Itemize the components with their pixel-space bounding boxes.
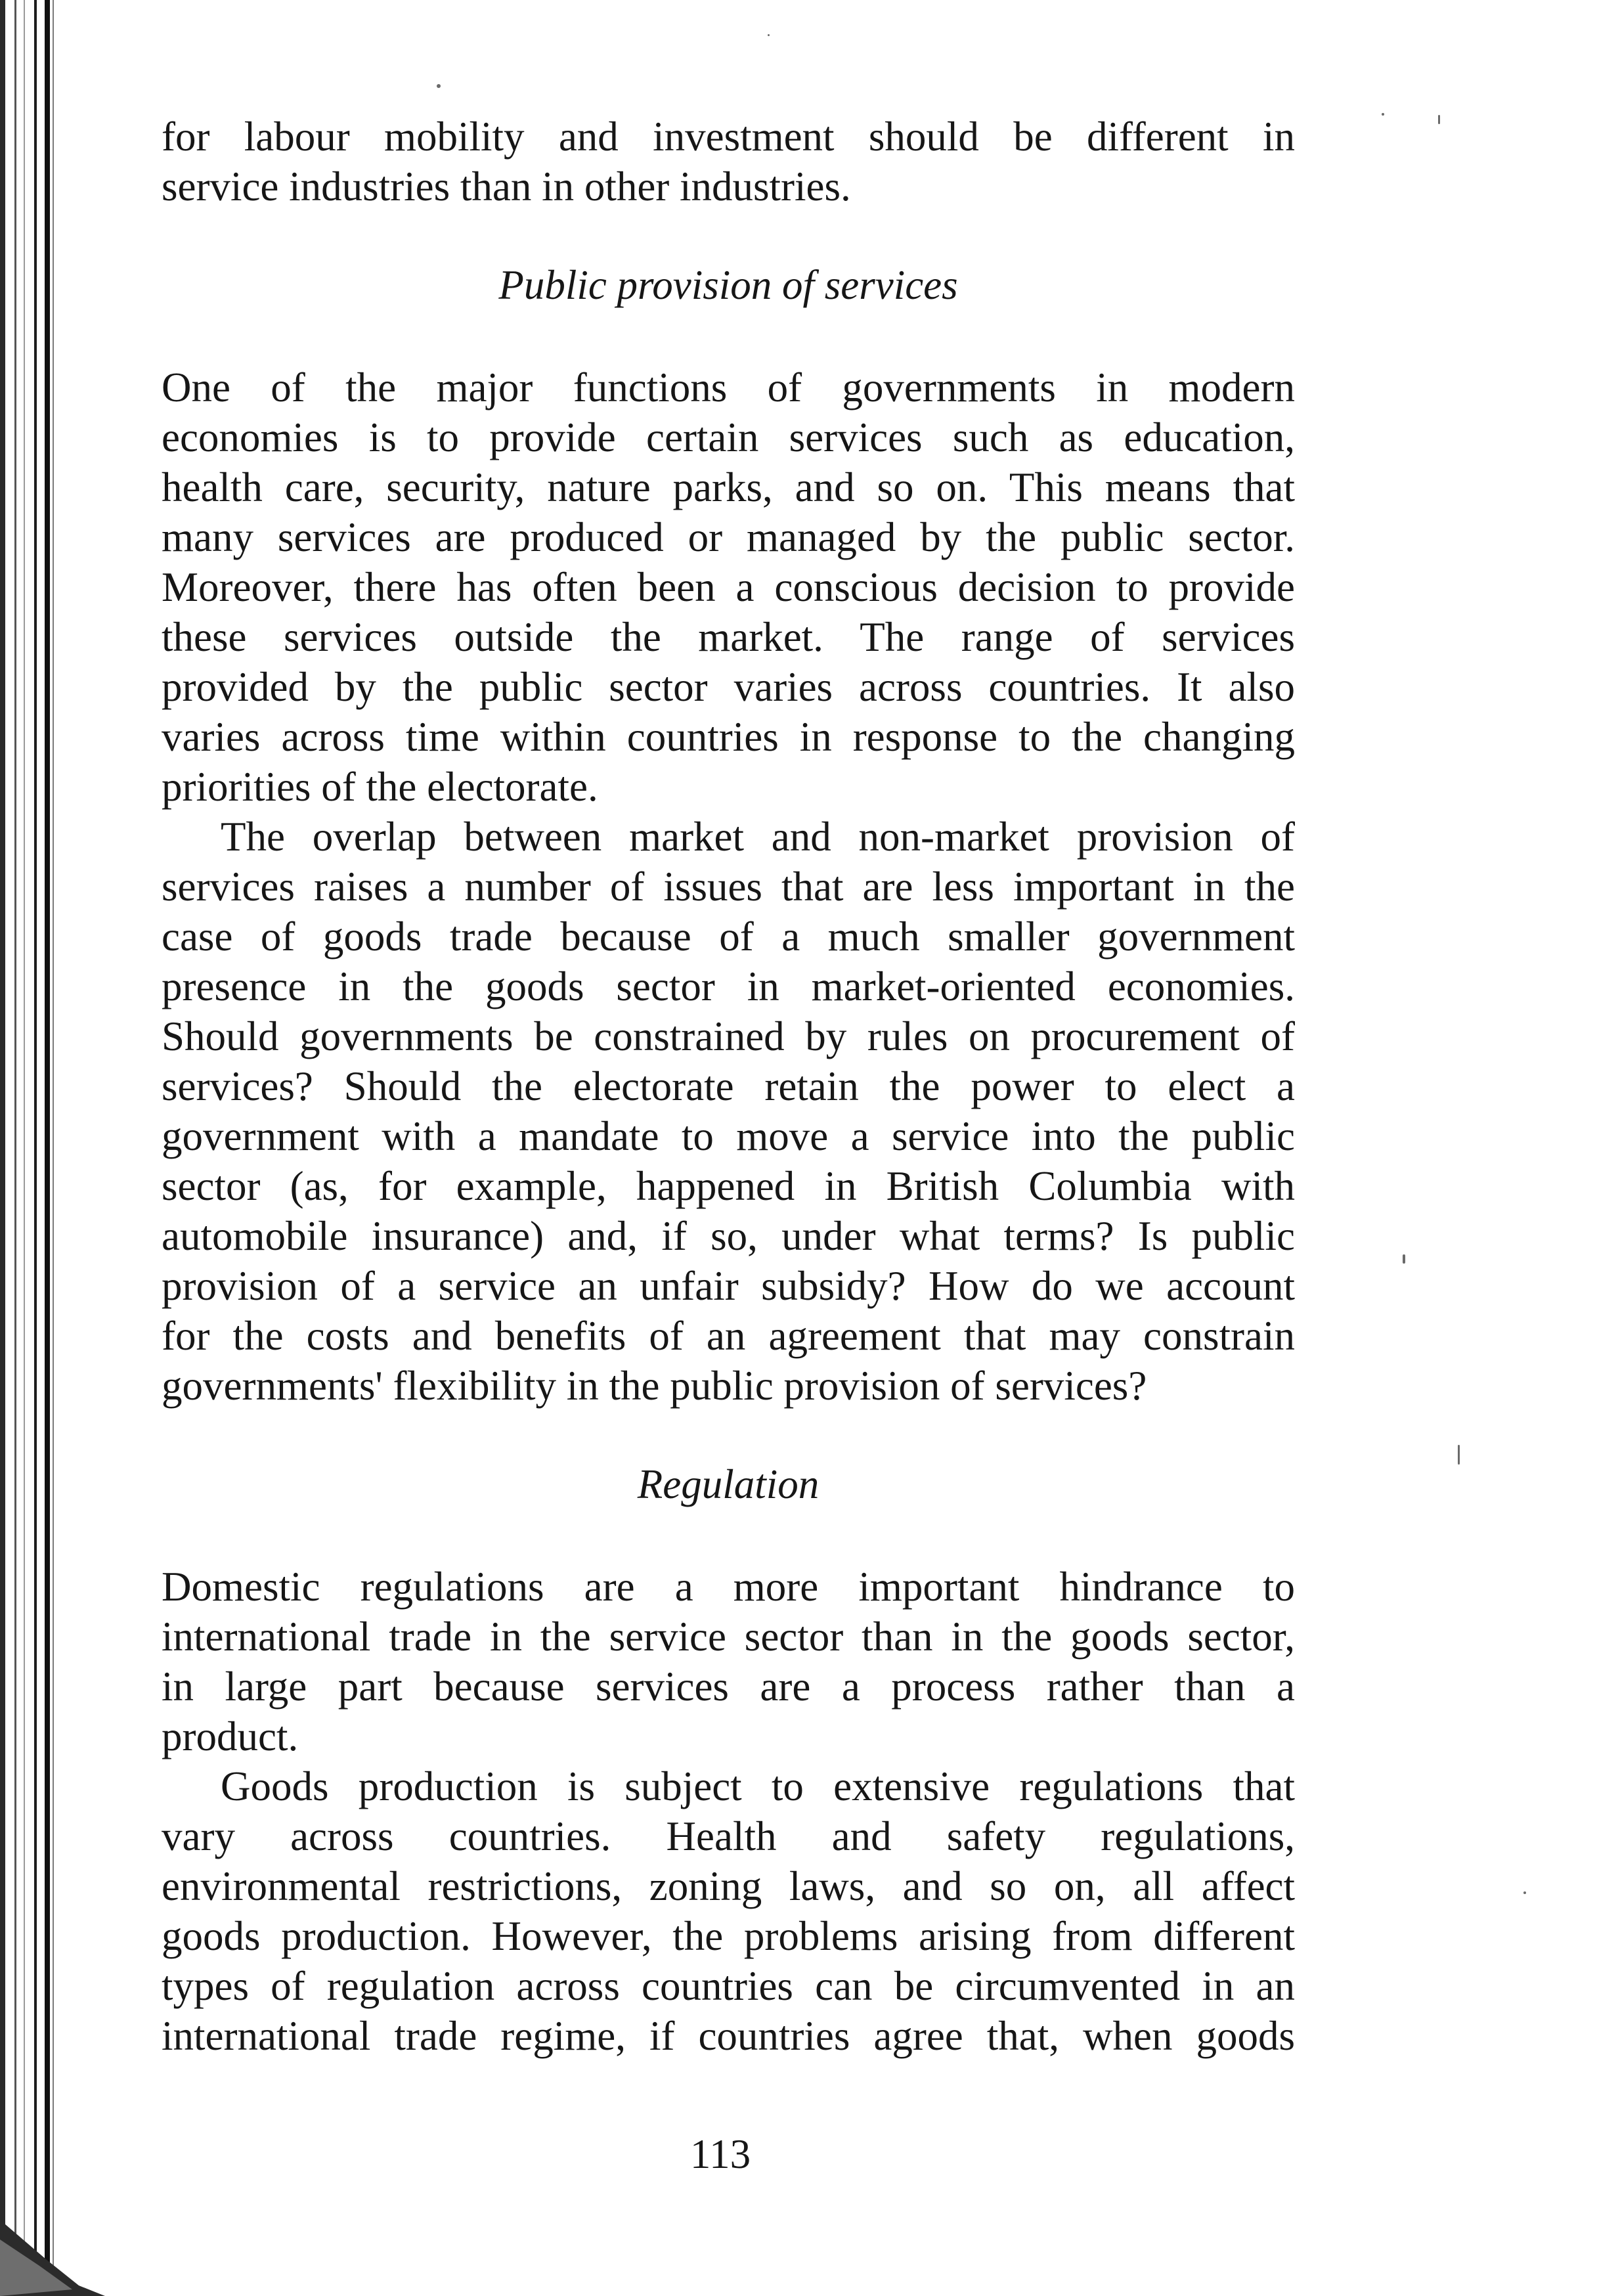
scan-speck (768, 34, 770, 36)
paragraph-regulation-1 (162, 1562, 1295, 1761)
text-line: One of the major functions of governments in modern (162, 364, 1295, 410)
text-line: these services outside the market. The range of services (162, 614, 1295, 660)
text-line: varies across time within countries in response to the changing (162, 714, 1295, 760)
section-heading-public-provision: Public provision of services (498, 262, 958, 308)
text-line: for labour mobility and investment should be different in (162, 114, 1295, 160)
book-binding-edge (0, 0, 105, 2296)
text-line: presence in the goods sector in market-oriented economies. (162, 963, 1295, 1009)
text-line: international trade in the service sector than in the goods sector, (162, 1614, 1295, 1660)
text-line: governments' flexibility in the public provision of services? (162, 1363, 1147, 1409)
text-line: case of goods trade because of a much smaller government (162, 914, 1295, 960)
text-line: in large part because services are a process rather than a (162, 1664, 1295, 1710)
text-line: priorities of the electorate. (162, 764, 598, 810)
scan-speck (1438, 115, 1440, 124)
page-text (162, 112, 1295, 2061)
scan-speck (1403, 1254, 1405, 1264)
text-line: environmental restrictions, zoning laws, and so on, all affect (162, 1863, 1295, 1909)
text-line: Should governments be constrained by rules on procurement of (162, 1013, 1295, 1059)
scan-speck (1458, 1445, 1460, 1465)
scan-speck (437, 84, 441, 88)
text-line: services? Should the electorate retain the power to elect a (162, 1063, 1295, 1109)
text-line: product. (162, 1713, 299, 1759)
section-heading-regulation: Regulation (637, 1461, 820, 1507)
text-line: provided by the public sector varies across countries. It also (162, 664, 1295, 710)
page-number: 113 (689, 2131, 751, 2177)
text-line: Goods production is subject to extensive regulations that (221, 1763, 1295, 1809)
text-line: sector (as, for example, happened in British Columbia with (162, 1163, 1295, 1209)
text-line: Domestic regulations are a more important hindrance to (162, 1564, 1295, 1610)
text-line: government with a mandate to move a service into the public (162, 1113, 1295, 1159)
paragraph-public-2 (162, 812, 1295, 1411)
text-line: The overlap between market and non-market provision of (221, 814, 1295, 860)
text-line: international trade regime, if countries agree that, when goods (162, 2013, 1295, 2059)
text-line: many services are produced or managed by the public sector. (162, 514, 1295, 560)
text-line: economies is to provide certain services such as education, (162, 414, 1295, 460)
text-line: for the costs and benefits of an agreement that may constrain (162, 1313, 1295, 1359)
scan-speck (1382, 113, 1384, 116)
text-line: vary across countries. Health and safety regulations, (162, 1813, 1295, 1859)
text-line: service industries than in other industries. (162, 164, 851, 210)
text-line: health care, security, nature parks, and so on. This means that (162, 464, 1295, 510)
scan-speck (1523, 1891, 1526, 1894)
text-line: types of regulation across countries can be circumvented in an (162, 1963, 1295, 2009)
paragraph-public-1 (162, 363, 1295, 812)
text-line: provision of a service an unfair subsidy? How do we account (162, 1263, 1295, 1309)
paragraph-regulation-2 (162, 1761, 1295, 2061)
text-line: services raises a number of issues that are less important in the (162, 864, 1295, 910)
text-line: Moreover, there has often been a conscious decision to provide (162, 564, 1295, 610)
text-line: goods production. However, the problems arising from different (162, 1913, 1295, 1959)
text-line: automobile insurance) and, if so, under what terms? Is public (162, 1213, 1295, 1259)
paragraph-continuation (162, 112, 1295, 211)
